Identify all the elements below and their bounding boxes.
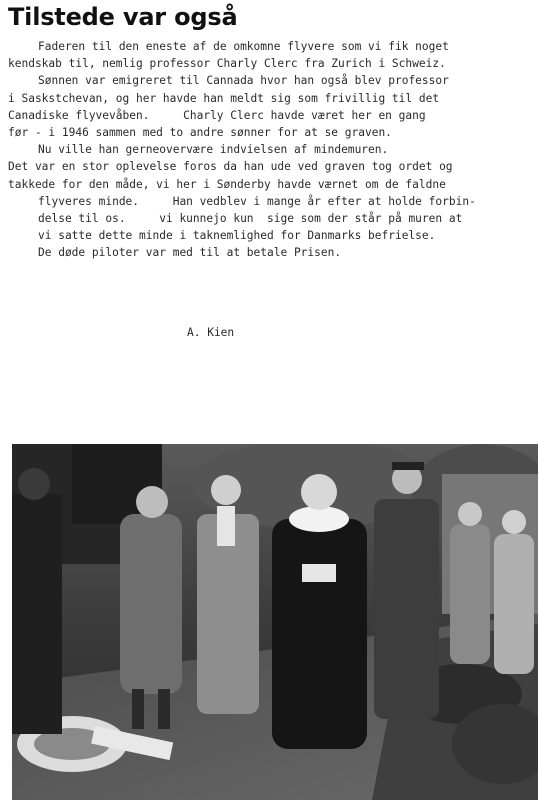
article-line: før - i 1946 sammen med to andre sønner for at se graven. [8,125,392,139]
author-signature: A. Kien [187,326,235,339]
article-line: Sønnen var emigreret til Cannada hvor han også blev professor [38,74,449,88]
memorial-ceremony-photo [12,444,538,800]
article-line: takkede for den måde, vi her i Sønderby havde værnet om de faldne [8,177,446,191]
article-line: Canadiske flyvevåben. Charly Clerc havde været her en gang [8,108,426,122]
article-line: Nu ville han gerneovervære indvielsen af mindemuren. [38,143,389,157]
article-line: flyveres minde. Han vedblev i mange år efter at holde forbin- [38,194,476,208]
article-body [8,38,543,261]
article-line: i Saskstchevan, og her havde han meldt sig som frivillig til det [8,91,440,105]
page-heading: Tilstede var også [8,3,238,31]
article-line: De døde piloter var med til at betale Prisen. [38,246,342,260]
article-line: kendskab til, nemlig professor Charly Clerc fra Zurich i Schweiz. [8,57,446,71]
article-line: Faderen til den eneste af de omkomne flyvere som vi fik noget [38,40,449,53]
article-line: vi satte dette minde i taknemlighed for Danmarks befrielse. [38,229,436,243]
article-line: delse til os. vi kunnejo kun sige som der står på muren at [38,211,463,225]
article-line: Det var en stor oplevelse foros da han ude ved graven tog ordet og [8,160,453,174]
